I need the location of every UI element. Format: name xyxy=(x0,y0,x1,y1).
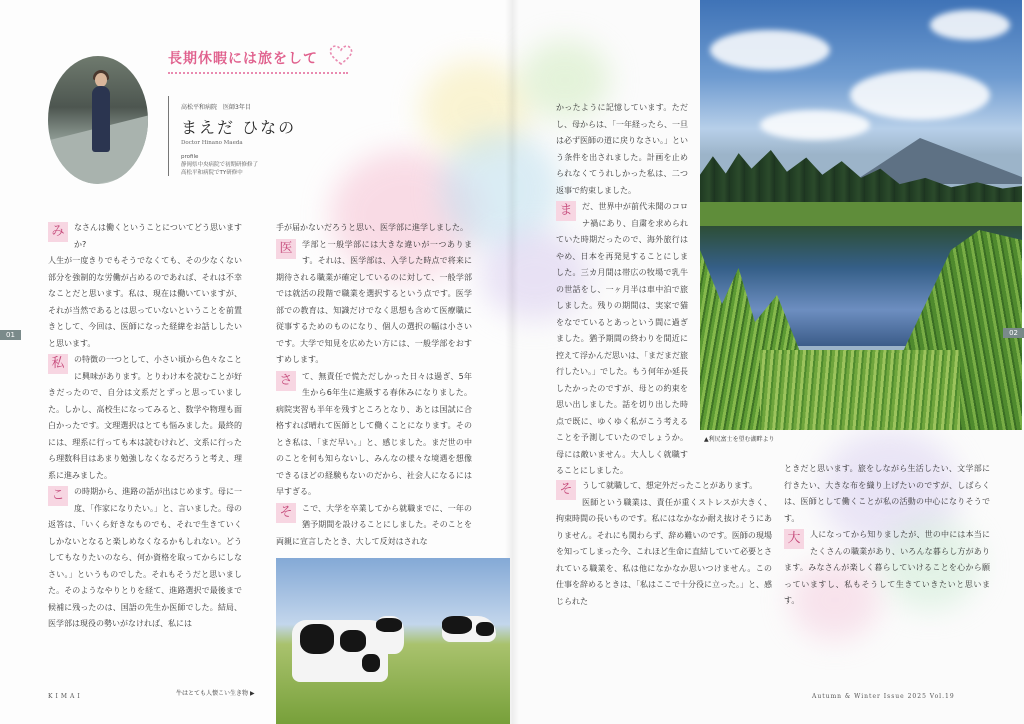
cow-head xyxy=(374,616,404,654)
lake-photo xyxy=(700,0,1022,430)
text-column-1 xyxy=(48,220,242,633)
article-title: 長期休暇には旅をして xyxy=(168,51,318,67)
drop-cap: そ xyxy=(276,503,296,523)
drop-cap: さ xyxy=(276,371,296,391)
drop-cap: み xyxy=(48,222,68,242)
author-profile xyxy=(168,96,421,176)
paragraph: そ こで、大学を卒業してから就職までに、一年の猶予期間を設けることにしました。そのことを両親に宣言したとき、大して反対はされな xyxy=(276,503,472,546)
paragraph: 医 学部と一般学部には大きな違いが一つあります。それは、医学部は、入学した時点で将来に期待される職業が確定しているのに対して、一般学部では就活の段階で職業を選択するという点です。医学部での教育は、知識だけでなく思想も含めて医療職に従事するためのものになり、個人の選択の幅は小さいです。大学で知見を広めたい方には、一般学部をおすすめします。 xyxy=(276,239,472,364)
text-column-3 xyxy=(556,100,688,480)
paragraph: 医師という職業は、責任が重くストレスが大きく、拘束時間の長いものです。私にはなかなか耐え抜けそうにありません。それにも関わらず、辞め難いのです。医師の現場を知ってしまった今、これほど生命に直結していて必要とされている職業を、私は他になかなか思いつけません。この仕事を辞めるときは、「私はここで十分役に立った。」と、感じられた xyxy=(556,497,772,606)
cow-photo xyxy=(276,558,510,724)
text-column-2 xyxy=(276,220,472,550)
paragraph: み なさんは働くということについてどう思いますか? xyxy=(48,220,242,253)
author-affiliation: 高松平和病院 医師3年目 xyxy=(181,104,251,111)
cow-caption: 牛はとても人懐こい生き物 ▶ xyxy=(176,690,255,697)
paragraph: 人生が一度きりでもそうでなくても、その少なくない部分を強制的な労働が占めるのであれば、それは不幸なことだと思います。私は、現在は働いていますが、それが当然であるとは思っていないということを前置きとして、今回は、医師になった経緯をお話ししたいと思います。 xyxy=(48,256,242,348)
drop-cap: ま xyxy=(556,201,576,221)
drop-cap: 大 xyxy=(784,529,804,549)
author-romaji: Doctor Hinano Maeda xyxy=(181,140,243,146)
heart-icon xyxy=(328,44,354,66)
magazine-name: KIMAI xyxy=(48,693,83,700)
paragraph: さ て、無責任で慌ただしかった日々は過ぎ、5年生から6年生に進級する春休みになりました。病院実習も半年を残すところとなり、あとは国試に合格すれば晴れて医師として働くことになります。そのとき私は、「まだ早い。」と、感じました。まだ世の中のことを何も知らないし、みんなの様々な境遇を想像できるほどの経験もないのだから、社会人になるには早すぎる。 xyxy=(276,371,472,496)
title-underline xyxy=(168,72,348,74)
drop-cap: 医 xyxy=(276,239,296,259)
text-column-5 xyxy=(784,461,990,610)
profile-line: 高松平和病院でTY研修中 xyxy=(181,170,243,176)
lake-caption: ▲利尻富士を望む湖畔より xyxy=(704,436,775,443)
cow-back xyxy=(442,616,496,642)
page-number-left: 01 xyxy=(0,330,21,340)
issue-info: Autumn & Winter Issue 2025 Vol.19 xyxy=(812,693,955,700)
profile-label: profile xyxy=(181,154,199,160)
paragraph: そ うして就職して、想定外だったことがあります。 xyxy=(556,478,772,495)
paragraph: ときだと思います。旅をしながら生活したい、文学部に行きたい、大きな布を織り上げたいのですが、しばらくは、医師として働くことが私の活動の中心になりそうです。 xyxy=(784,464,990,523)
text-column-4 xyxy=(556,478,772,610)
paragraph: ま だ、世界中が前代未聞のコロナ禍にあり、自粛を求められていた時期だったので、海外旅行はやめ、日本を再発見することにしました。三カ月間は帯広の牧場で乳牛の世話をし、一ヶ月半は車中泊で旅しました。残りの期間は、実家で猫をなでているとあっという間に過ぎました。猶予期間の終わりを間近に控えて浮かんだ思いは、「まだまだ旅行したい。」でした。もう何年か延長したかったのですが、母との約束を思い出しました。話を切り出した時点で既に、ゆくゆく私がこう考えることを予測していたのでしょうか。母には敵いません。大人しく就職することにしました。 xyxy=(556,202,688,475)
drop-cap: そ xyxy=(556,480,576,500)
paragraph: 大 人になってから知りましたが、世の中には本当にたくさんの職業があり、いろんな暮らし方があります。みなさんが楽しく暮らしていけることを心から願っていますし、私もそうして生きていきたいと思います。 xyxy=(784,530,990,605)
author-name: まえだ ひなの xyxy=(181,118,297,137)
page-number-right: 02 xyxy=(1003,328,1024,338)
paragraph: かったように記憶しています。ただし、母からは、「一年経ったら、一旦は必ず医師の道に戻りなさい。」という条件を出されました。計画を止められなくてうれしかった私は、二つ返事で約束しました。 xyxy=(556,103,688,195)
drop-cap: こ xyxy=(48,486,68,506)
caption-arrow-icon: ▶ xyxy=(249,690,255,697)
paragraph: 手が届かないだろうと思い、医学部に進学しました。 xyxy=(276,223,468,232)
author-portrait xyxy=(48,56,148,184)
profile-line: 静岡県中央病院で初期研修修了 xyxy=(181,162,259,168)
drop-cap: 私 xyxy=(48,354,68,374)
paragraph: こ の時期から、進路の話が出はじめます。母に一度、「作家になりたい。」と、言いました。母の返答は、「いくら好きなものでも、それで生きていくしかないとなると楽しめなくなるかもしれない。どうしてもなりたいのなら、何か資格を取ってからにしなさい。」というものでした。それもそうだと思いました。そのようなやりとりを経て、進路選択で最後まで候補に残ったのは、国語の先生か医師でした。結局、医学部は現役の勢いがなければ、私には xyxy=(48,487,242,628)
paragraph: 私 の特徴の一つとして、小さい頃から色々なことに興味があります。とりわけ本を読むことが好きだったので、自分は文系だとずっと思っていました。しかし、高校生になってみると、数学や物理も面白かったです。文理選択はとても悩みました。最終的には、理系に行っても本は読むけれど、文系に行ったら理数科目はあまり勉強しなくなるだろうと考え、理系に進みました。 xyxy=(48,355,242,480)
